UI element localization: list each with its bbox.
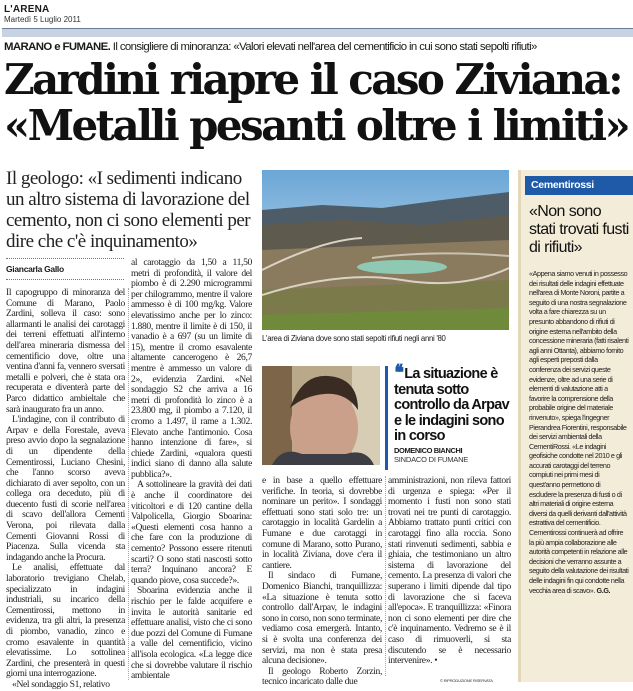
paragraph: Il sindaco di Fumane, Domenico Bianchi, tranquillizza: «La situazione è tenuta sotto controllo dall'Arpav, le indagini sono in corso, non sono terminate, vediamo cosa emergerà. Intanto, si è svolta una conferenza dei servizi, ma non è stata presa alcuna decisione». — [262, 570, 382, 667]
paragraph: Il capogruppo di minoranza del Comune di Marano, Paolo Zardini, solleva il caso: sono allarmanti le analisi dei carotaggi dei terreni effettuati all'interno dell'area mineraria dismessa del cementificio dove, oltre una ventina d'anni fa, vennero sversati metalli e polveri, che è stata ora recuperata e diventerà parte del Parco didattico ambieltale che sarà inaugurato fra un anno. — [6, 287, 125, 415]
article-column-3 — [262, 476, 382, 688]
headline-line-1: Zardini riapre il caso Ziviana: — [4, 55, 622, 104]
sidebar-label: Cementirossi — [525, 176, 633, 195]
article-column-1 — [6, 288, 125, 691]
section-bar — [2, 28, 633, 37]
paragraph: amministrazioni, non rileva fattori di urgenza e spiega: «Per il momento i fusti non sono stati trovati nei tre punti di carotaggio. Abbiamo trattato punti critici con carotaggi fino alla roccia. Sono stati rinvenuti sedimenti, sabbia e ghiaia, che testimoniano un altro sistema di lavorazione del cemento. La presenza di valori che superano i limiti dipende dal tipo di lavorazione che si faceva all'epoca». E tranquillizza: «Finora non ci sono elementi per dire che c'è inquinamento. Vedremo se è il caso di rimuoverli, si sta discutendo se è necessario intervenire». • — [388, 475, 511, 667]
column-divider — [128, 288, 129, 680]
pull-quote-text — [394, 360, 513, 445]
paragraph: Il geologo Roberto Zorzin, tecnico incaricato dalle due — [262, 665, 382, 688]
kicker — [4, 40, 631, 54]
byline: Giancarla Gallo — [6, 258, 124, 280]
masthead — [4, 4, 81, 24]
sidebar-signature: G.G. — [596, 585, 611, 595]
paragraph: Sboarina evidenzia anche il rischio per le falde acquifere e invita le autorità sanitarie ed effettuare analisi, visto che ci sono due pozzi del Comune di Fumane a valle del cementificio, vicino all'isola ecologica. «La legge dice che si dovrebbe valutare il rischio ambientale — [131, 585, 252, 682]
newspaper-name: L'ARENA — [4, 4, 50, 15]
kicker-location: MARANO e FUMANE. — [4, 41, 111, 53]
subheadline: Il geologo: «I sedimenti indicano un altro sistema di lavorazione del cemento, non ci sono elementi per dire che c'è inquinamento» — [6, 168, 251, 252]
article-column-4 — [388, 476, 511, 667]
column-divider — [385, 476, 386, 676]
pull-quote-role: SINDACO DI FUMANE — [394, 454, 469, 464]
publication-date: Martedì 5 Luglio 2011 — [4, 15, 81, 24]
portrait-photo — [262, 366, 380, 465]
sidebar-body — [529, 269, 629, 595]
landscape-photo — [262, 170, 509, 330]
sidebar-title: «Non sono stati trovati fusti di rifiuti» — [529, 203, 629, 256]
paragraph: A sottolineare la gravità dei dati è anche il coordinatore dei viticoltori e di 120 cantine della Valpolicella, Giorgio Sboarina: «Questi elementi cosa hanno a che fare con la produzione di cemento? Possono essere ritenuti scarti? O sono stati nascosti sotto terra? Inquinano ancora? E quando piove, cosa succede?». — [131, 479, 252, 586]
paragraph: L'indagine, con il contributo di Arpav e della Forestale, aveva preso avvio dopo la segnalazione di un dipendente della Cementirossi, Luciano Chesini, che l'anno scorso aveva dichiarato di aver sepolto, con un collega ora deceduto, più di duecento fusti di scorie nell'area di scavo dell'allora Cementi Verona, poi rilevata dalla Cementi Giovanni Rossi di Piacenza. Sulla vicenda sta indagando anche la Procura. — [6, 414, 125, 563]
paragraph: e in base a quello effettuare verifiche. In teoria, si dovrebbe nominare un perito». I sondaggi effettuati sono stati solo tre: un carotaggio in località Gardelin a Fumane e due carotaggi in comune di Marano, sotto Purano, in località Ziviana, dove c'era il cantiere. — [262, 475, 382, 571]
paragraph: Le analisi, effettuate dal laboratorio trevigiano Chelab, specializzato in indagini industriali, su incarico della Cementirossi, mettono in evidenza, tra gli altri, la presenza di piombo, vanadio, zinco e cromo esavalente in quantità elevatissime. Lo sottolinea Zardini, che presenterà in questi giorni una interrogazione. — [6, 562, 125, 680]
pull-quote — [385, 360, 513, 470]
kicker-text: Il consigliere di minoranza: «Valori elevati nell'area del cementificio in cui sono stati sepolti rifiuti» — [112, 41, 537, 53]
photo-caption: L'area di Ziviana dove sono stati sepolti rifiuti negli anni '80 — [262, 334, 446, 343]
pull-quote-body: La situazione è tenuta sotto controllo da Arpav e le indagini sono in corso — [394, 366, 509, 444]
headline-line-2: «Metalli pesanti oltre i limiti» — [4, 101, 629, 150]
copyright-notice: © RIPRODUZIONE RISERVATA — [440, 678, 493, 683]
quote-mark-icon: ❛❛ — [394, 360, 401, 385]
headline — [4, 57, 631, 149]
sidebar-text: «Appena siamo venuti in possesso dei risultati delle indagini effettuate nell'area di Monte Noroni, partite a seguito di una nostra segnalazione volta a fare chiarezza su un presunto abbandono di rifiuti di origine esterna nell'ambito della concessione mineraria (fatti risalenti agli anni Ottanta), abbiamo fornito agli esperti preposti dalla conferenza dei servizi queste evidenze, oltre ad una serie di elementi di valutazione atti a favorire la comprensione della probabile origine del materiale rinvenuto», spiega l'ingegner Pierandrea Fiorentini, responsabile dei servizi ambientali della CementiRossi. «Le indagini geofisiche condotte nel 2010 e gli accurati carotaggi del terreno compiuti nei primi mesi di quest'anno permettono di escludere la presenza di fusti o di altri materiali di origine esterna diversi da quelli derivanti dall'attività estrattiva del cementificio. Cementirossi continuerà ad offrire la più ampia collaborazione alle autorità competenti in relazione alle decisioni che verranno assunte a seguito della valutazione dei risultati delle indagini fin qui condotte nella vecchia area di scavo». — [529, 269, 629, 595]
landscape-image — [262, 170, 509, 330]
pull-quote-author: DOMENICO BIANCHI — [394, 445, 463, 455]
sidebar-box — [518, 170, 633, 682]
article-column-2 — [131, 258, 252, 682]
portrait-image — [262, 366, 380, 465]
paragraph: «Nel sondaggio S1, relativo — [12, 678, 110, 690]
paragraph: al carotaggio da 1,50 a 11,50 metri di profondità, il valore del piombo è di 2.290 microgrammi per chilogrammo, mentre il valore ammesso è di 100 mg/kg. Valore elevatissimo anche per lo zinco: 1.880, mentre il limite è di 150, il vanadio è a 697 (su un limite di 15), mentre il cromo esavalente altamente cancerogeno è 26,7 mentre è ammesso un valore di 2», evidenzia Zardini. «Nel sondaggio S2 che arriva a 16 metri di profondità lo zinco è a 23.800 mg, il piombo a 7.120, il cromo a 1.497, il rame a 1.302. Elevato anche l'antimonio. Cosa hanno intenzione di fare», si chiede Zardini, «qualora questi indici siano di danno alla salute pubblica?». — [131, 257, 252, 480]
